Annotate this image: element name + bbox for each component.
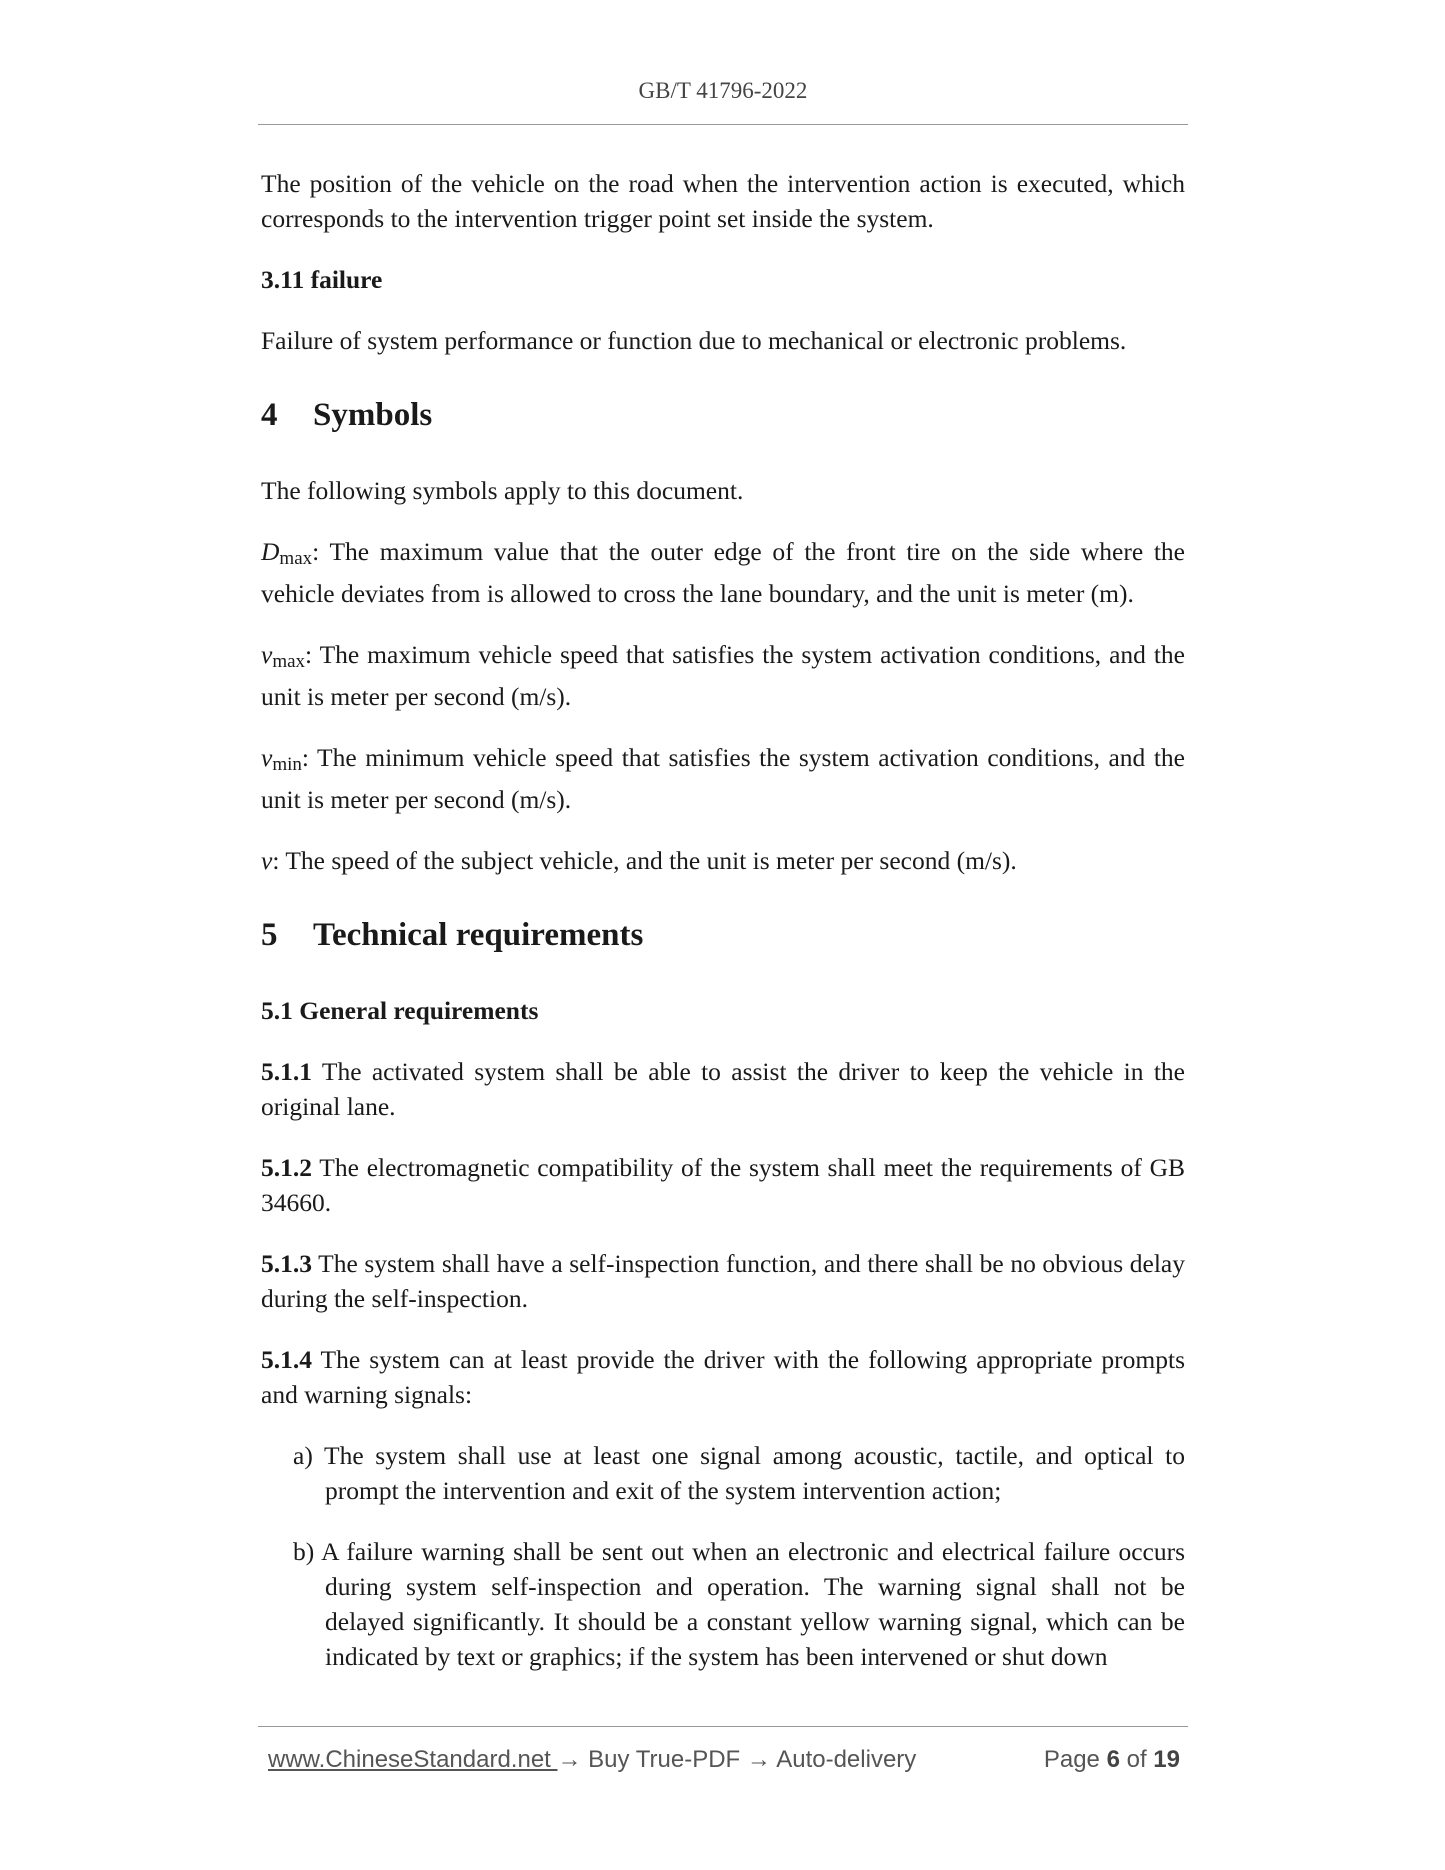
- intro-paragraph: The position of the vehicle on the road when the intervention action is executed, which corresponds to the intervention trigger point set inside the system.: [261, 169, 1185, 233]
- clause-5-1-3: [261, 1246, 1185, 1316]
- section-4-number: 4: [261, 397, 278, 433]
- document-id-header: GB/T 41796-2022: [638, 78, 808, 103]
- symbol-vmax: [261, 637, 1185, 714]
- document-body: [261, 166, 1185, 1674]
- symbol-dmax-text: : The maximum value that the outer edge of the front tire on the side where the vehicle deviates from is allowed to cross the lane boundary, and the unit is meter (m).: [261, 537, 1185, 608]
- footer-tagline: → Buy True-PDF → Auto-delivery: [557, 1746, 917, 1773]
- symbol-vmin-base: v: [261, 743, 273, 772]
- section-4-intro: The following symbols apply to this document.: [261, 476, 744, 505]
- footer-rule: [258, 1726, 1188, 1727]
- symbol-v-base: v: [261, 846, 273, 875]
- clause-5-1-3-number: 5.1.3: [261, 1249, 312, 1278]
- symbol-v: [261, 843, 1185, 878]
- list-item-b: b) A failure warning shall be sent out when an electronic and electrical failure occurs during system self-inspection and operation. The warning signal shall not be delayed significantly. It should be a constant yellow warning signal, which can be indicated by text or graphics; if the system has been intervened or shut down: [293, 1537, 1185, 1671]
- symbol-v-text: : The speed of the subject vehicle, and the unit is meter per second (m/s).: [272, 846, 1017, 875]
- clause-5-1-2-number: 5.1.2: [261, 1153, 312, 1182]
- page-indicator: [1044, 1746, 1180, 1774]
- of-word: of: [1126, 1746, 1147, 1773]
- clause-3-11-text: Failure of system performance or function due to mechanical or electronic problems.: [261, 326, 1127, 355]
- clause-5-1-1: [261, 1054, 1185, 1124]
- symbol-vmin-subscript: min: [272, 754, 302, 775]
- clause-5-1-4: [261, 1342, 1185, 1412]
- signal-list: [293, 1438, 1185, 1674]
- clause-5-1-4-text: The system can at least provide the driver with the following appropriate prompts and warning signals:: [261, 1345, 1185, 1409]
- symbol-vmin: [261, 740, 1185, 817]
- clause-5-1-3-text: The system shall have a self-inspection function, and there shall be no obvious delay during the self-inspection.: [261, 1249, 1185, 1313]
- list-item-a: a) The system shall use at least one signal among acoustic, tactile, and optical to prompt the intervention and exit of the system intervention action;: [293, 1441, 1185, 1505]
- clause-5-1-4-number: 5.1.4: [261, 1345, 312, 1374]
- section-4-title: Symbols: [313, 397, 433, 433]
- clause-5-1-2-text: The electromagnetic compatibility of the system shall meet the requirements of GB 34660.: [261, 1153, 1185, 1217]
- clause-5-1-heading: 5.1 General requirements: [261, 996, 539, 1025]
- clause-5-1-1-text: The activated system shall be able to assist the driver to keep the vehicle in the original lane.: [261, 1057, 1185, 1121]
- page-footer: [268, 1746, 1180, 1774]
- clause-3-11-heading: 3.11 failure: [261, 265, 383, 294]
- symbol-vmax-subscript: max: [272, 651, 306, 672]
- symbol-vmax-text: : The maximum vehicle speed that satisfies the system activation conditions, and the unit is meter per second (m/s).: [261, 640, 1185, 711]
- section-5-heading: [261, 915, 1185, 955]
- page-word: Page: [1043, 1746, 1100, 1773]
- symbol-dmax: [261, 534, 1185, 611]
- site-link[interactable]: www.ChineseStandard.net: [268, 1746, 558, 1773]
- symbol-dmax-base: D: [261, 537, 280, 566]
- clause-5-1-2: [261, 1150, 1185, 1220]
- symbol-vmax-base: v: [261, 640, 273, 669]
- clause-5-1-1-number: 5.1.1: [261, 1057, 312, 1086]
- header-rule: [258, 124, 1188, 125]
- symbol-dmax-subscript: max: [279, 548, 313, 569]
- symbol-vmin-text: : The minimum vehicle speed that satisfies the system activation conditions, and the unit is meter per second (m/s).: [261, 743, 1185, 814]
- page-number: 6: [1106, 1746, 1120, 1773]
- section-5-number: 5: [261, 917, 278, 953]
- page-total: 19: [1153, 1746, 1180, 1773]
- section-5-title: Technical requirements: [313, 917, 644, 953]
- section-4-heading: [261, 395, 1185, 435]
